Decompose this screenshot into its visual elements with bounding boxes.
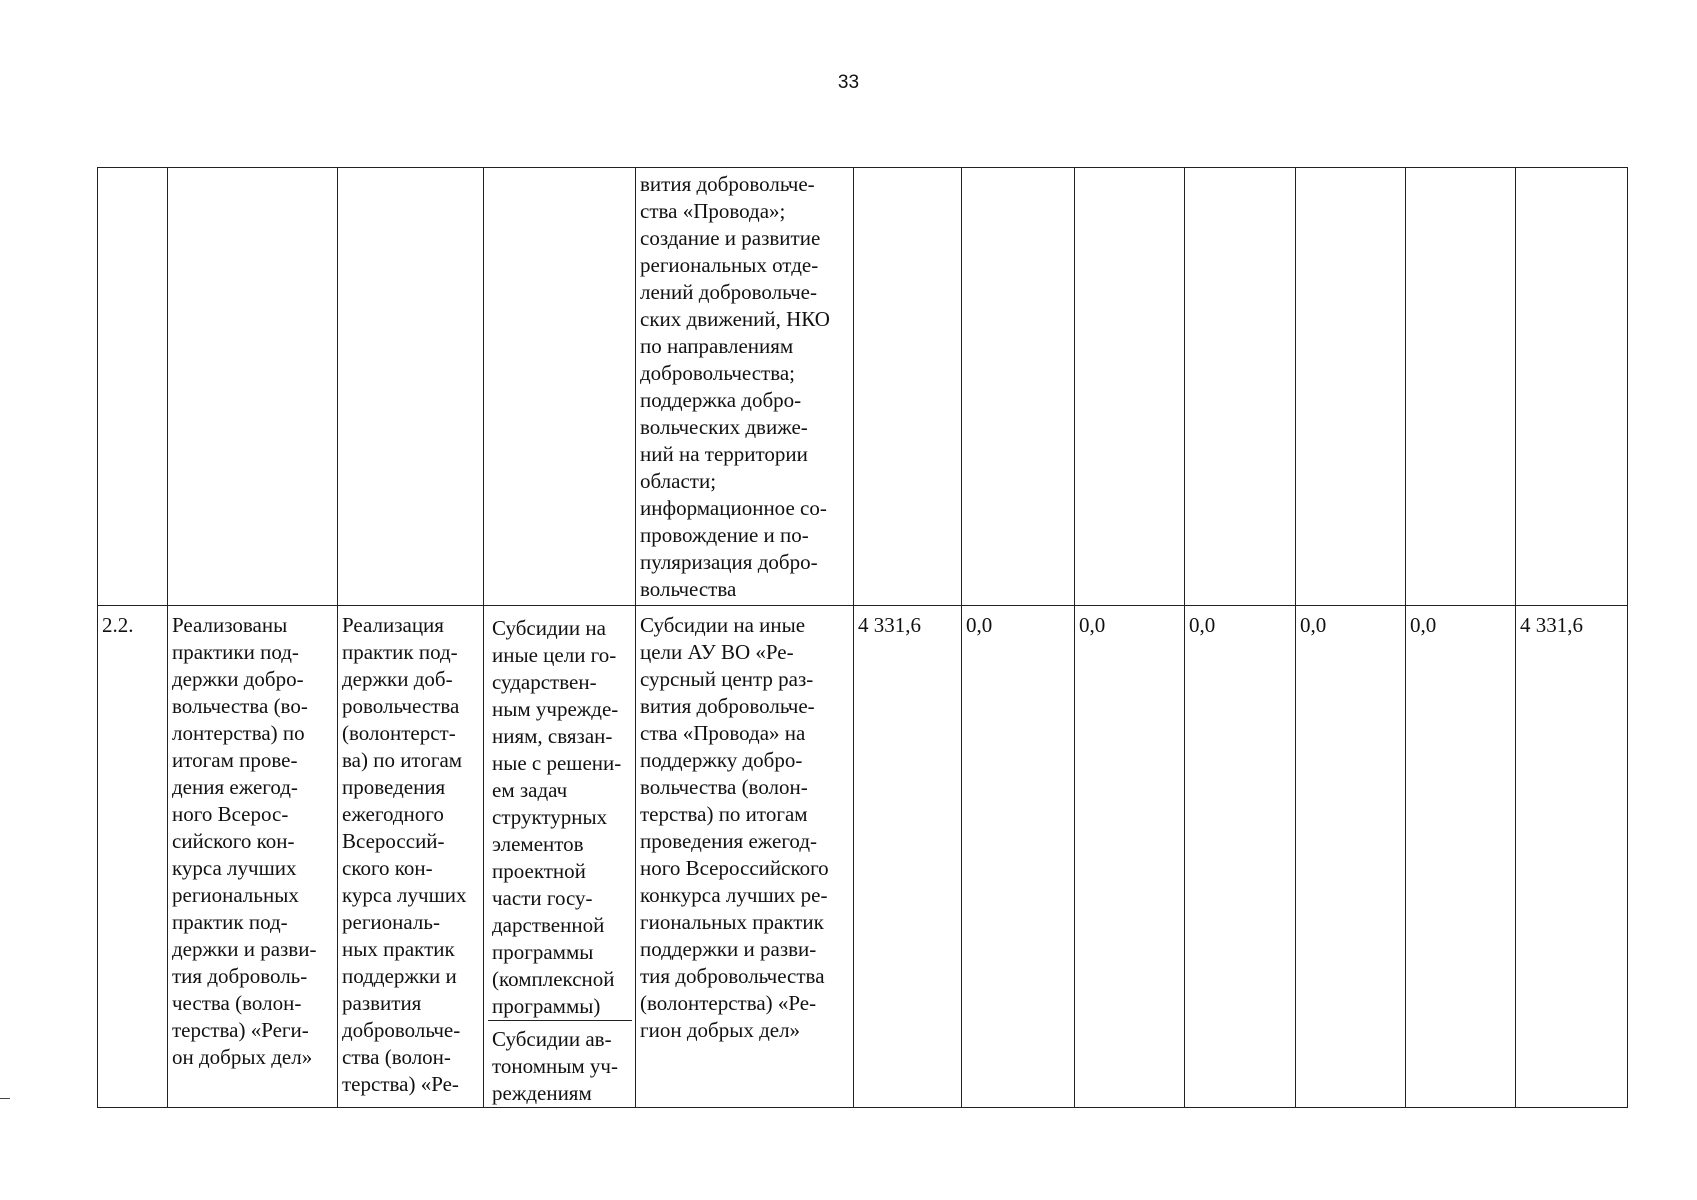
text-line: тия доброволь- [172,964,308,988]
text-line: поддержка добро- [640,388,802,412]
text-line: (волонтерства) «Ре- [640,991,817,1015]
text-line: поддержки и разви- [640,937,817,961]
value-cell [1516,168,1628,606]
text-line: развития [342,991,422,1015]
text-line: вития добровольче- [640,694,815,718]
value-cell [1075,606,1185,1108]
value-cell [962,606,1075,1108]
text-line: пуляризация добро- [640,550,818,574]
text-line: структурных [492,805,608,829]
text-line: ний на территории [640,442,808,466]
text-line: курса лучших [172,856,297,880]
text-line: чества (волон- [172,991,302,1015]
text-line: конкурса лучших ре- [640,883,828,907]
text-line: Субсидии на иные [640,613,806,637]
text-line: добровольче- [342,1018,461,1042]
text-line: элементов [492,832,584,856]
value-text: 4 331,6 [858,613,921,637]
text-line: лонтерства) по [172,721,305,745]
text-line: ные с решени- [492,751,622,775]
text-line: лений добровольче- [640,280,817,304]
expense-type-cell [484,606,636,1108]
text-line: (комплексной [492,967,615,991]
text-line: вольчества (волон- [640,775,808,799]
text-line: держки добро- [172,667,304,691]
result-text [172,612,334,1071]
text-line: держки и разви- [172,937,317,961]
event-cell [338,168,484,606]
value-text: 0,0 [966,613,993,637]
text-line: ского кон- [342,856,433,880]
text-line: практик под- [342,640,458,664]
expense-type-split [488,609,632,1107]
text-line: поддержки и [342,964,457,988]
text-line: ства «Провода»; [640,199,786,223]
budget-table [97,167,1628,1108]
text-line: гион добрых дел» [640,1018,801,1042]
value-text: 0,0 [1300,613,1327,637]
text-line: гиональных практик [640,910,824,934]
text-line: проведения [342,775,446,799]
text-line: Реализованы [172,613,288,637]
text-line: региональных отде- [640,253,819,277]
text-line: курса лучших [342,883,467,907]
expense-type-bottom [488,1020,632,1107]
row-number-cell [98,168,168,606]
value-text: 0,0 [1189,613,1216,637]
text-line: программы [492,940,594,964]
value-cell [854,606,962,1108]
text-line: информационное со- [640,496,827,520]
value-cell [1296,606,1406,1108]
text-line: ного Всероссийского [640,856,829,880]
text-line: тономным уч- [492,1054,618,1078]
text-line: ных практик [342,937,455,961]
text-line: по направлениям [640,334,794,358]
text-line: держки доб- [342,667,453,691]
text-line: сурсный центр раз- [640,667,814,691]
text-line: Субсидии на [492,616,606,640]
text-line: ем задач [492,778,568,802]
text-line: вольчества (во- [172,694,308,718]
text-line: программы) [492,994,601,1018]
text-line: ровольчества [342,694,460,718]
row-number-cell [98,606,168,1108]
value-cell [1185,168,1296,606]
text-line: вития добровольче- [640,172,815,196]
expense-type-top [488,609,632,1020]
text-line: региональ- [342,910,440,934]
text-line: создание и развитие [640,226,821,250]
text-line: иные цели го- [492,643,617,667]
value-text: 4 331,6 [1520,613,1583,637]
text-line: тия добровольчества [640,964,825,988]
event-cell [338,606,484,1108]
text-line: (волонтерст- [342,721,456,745]
value-cell [1406,168,1516,606]
text-line: проектной [492,859,586,883]
value-cell [962,168,1075,606]
text-line: проведения ежегод- [640,829,818,853]
value-text: 0,0 [1410,613,1437,637]
text-line: итогам прове- [172,748,298,772]
text-line: практики под- [172,640,299,664]
text-line: терства) «Реги- [172,1018,309,1042]
value-cell [1406,606,1516,1108]
value-text: 0,0 [1079,613,1106,637]
value-cell [1075,168,1185,606]
text-line: ного Всерос- [172,802,289,826]
event-text [342,612,480,1098]
text-line: провождение и по- [640,523,809,547]
text-line: ниям, связан- [492,724,613,748]
text-line: ских движений, НКО [640,307,830,331]
text-line: добровольчества; [640,361,796,385]
text-line: дения ежегод- [172,775,298,799]
text-line: сийского кон- [172,829,295,853]
table-row-continuation [98,168,1628,606]
table-row-2-2 [98,606,1628,1108]
text-line: ства (волон- [342,1045,451,1069]
text-line: практик под- [172,910,288,934]
text-line: ежегодного [342,802,444,826]
value-cell [1296,168,1406,606]
text-line: цели АУ ВО «Ре- [640,640,794,664]
text-line: ва) по итогам [342,748,463,772]
value-cell [1185,606,1296,1108]
row-number: 2.2. [102,613,134,637]
text-line: поддержку добро- [640,748,803,772]
result-cell [168,168,338,606]
description-cell [636,606,854,1108]
text-line: терства) «Ре- [342,1072,459,1096]
text-line: он добрых дел» [172,1045,313,1069]
text-line: Всероссий- [342,829,445,853]
value-cell [1516,606,1628,1108]
text-line: терства) по итогам [640,802,808,826]
text-line: реждениям [492,1081,592,1105]
expense-type-cell [484,168,636,606]
text-line: дарственной [492,913,605,937]
text-line: Реализация [342,613,444,637]
text-line: региональных [172,883,299,907]
text-line: вольчества [640,577,737,601]
text-line: сударствен- [492,670,597,694]
text-line: ства «Провода» на [640,721,806,745]
text-line: области; [640,469,717,493]
description-text [640,171,850,603]
result-cell [168,606,338,1108]
text-line: Субсидии ав- [492,1027,612,1051]
page-number: 33 [837,72,860,93]
value-cell [854,168,962,606]
description-cell [636,168,854,606]
text-line: ным учрежде- [492,697,619,721]
text-line: вольческих движе- [640,415,808,439]
text-line: части госу- [492,886,593,910]
description-text [640,612,850,1044]
margin-mark [0,1098,10,1099]
